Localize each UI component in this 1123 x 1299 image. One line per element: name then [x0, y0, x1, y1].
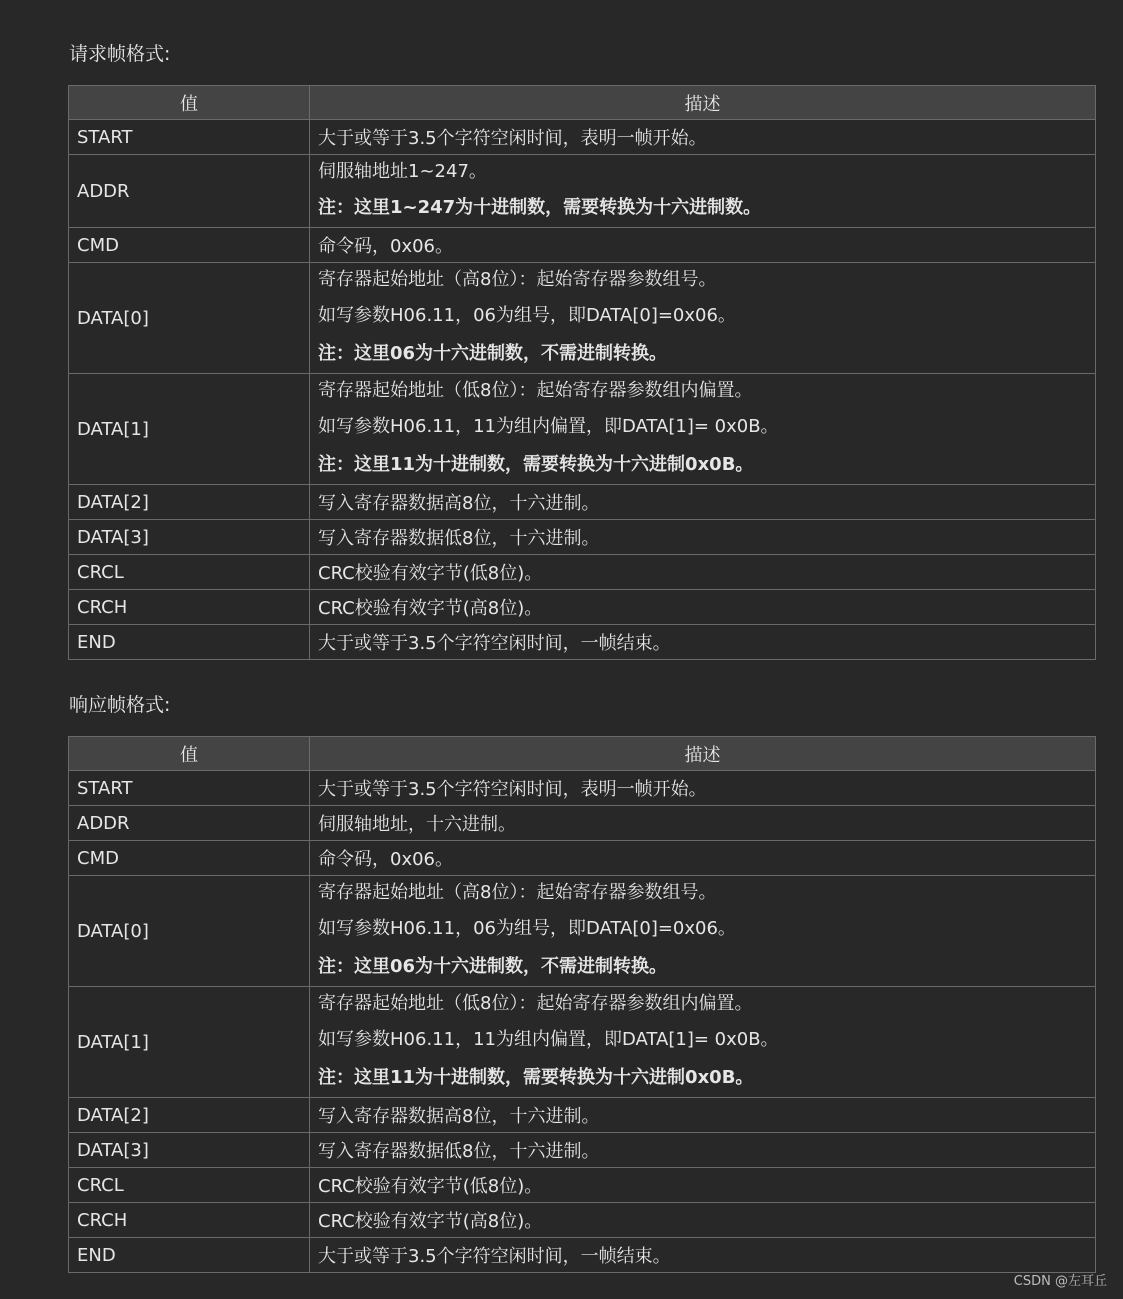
description-line: 如写参数H06.11，11为组内偏置，即DATA[1]= 0x0B。 [318, 1029, 779, 1050]
field-name-cell: CRCL [69, 1168, 310, 1203]
response-frame-table [68, 736, 1096, 1273]
field-description-cell [310, 374, 1096, 485]
field-description-cell [310, 155, 1096, 228]
field-name-cell: CMD [69, 228, 310, 263]
field-description-cell [310, 987, 1096, 1098]
column-header-description: 描述 [310, 86, 1096, 120]
field-description-cell [310, 263, 1096, 374]
table-row [69, 590, 1096, 625]
watermark: CSDN @左耳丘 [1013, 1274, 1107, 1289]
table-row [69, 771, 1096, 806]
field-description-cell: 写入寄存器数据低8位，十六进制。 [310, 1133, 1096, 1168]
description-line: 寄存器起始地址（高8位）：起始寄存器参数组号。 [318, 882, 717, 903]
field-name-cell: CRCH [69, 1203, 310, 1238]
table-row [69, 876, 1096, 987]
field-name-cell: ADDR [69, 155, 310, 228]
field-description-cell: 大于或等于3.5个字符空闲时间，一帧结束。 [310, 625, 1096, 660]
table-row [69, 1203, 1096, 1238]
field-name-cell: CMD [69, 841, 310, 876]
table-row [69, 120, 1096, 155]
table-row [69, 485, 1096, 520]
description-line: 寄存器起始地址（低8位）：起始寄存器参数组内偏置。 [318, 993, 753, 1014]
field-name-cell: DATA[3] [69, 520, 310, 555]
field-name-cell: START [69, 771, 310, 806]
column-header-description: 描述 [310, 737, 1096, 771]
description-line: 如写参数H06.11，06为组号，即DATA[0]=0x06。 [318, 305, 736, 326]
description-line: 寄存器起始地址（高8位）：起始寄存器参数组号。 [318, 269, 717, 290]
field-description-cell: 大于或等于3.5个字符空闲时间，表明一帧开始。 [310, 120, 1096, 155]
field-name-cell: DATA[2] [69, 1098, 310, 1133]
description-note-line: 注：这里11为十进制数，需要转换为十六进制0x0B。 [318, 1067, 754, 1088]
table-row [69, 806, 1096, 841]
column-header-value: 值 [69, 86, 310, 120]
field-name-cell: START [69, 120, 310, 155]
field-description-cell: 写入寄存器数据低8位，十六进制。 [310, 520, 1096, 555]
field-description-cell: 命令码，0x06。 [310, 228, 1096, 263]
field-name-cell: DATA[1] [69, 987, 310, 1098]
table-row [69, 1238, 1096, 1273]
table-row [69, 841, 1096, 876]
description-note-line: 注：这里06为十六进制数，不需进制转换。 [318, 956, 668, 977]
table-row [69, 1133, 1096, 1168]
description-line: 如写参数H06.11，06为组号，即DATA[0]=0x06。 [318, 918, 736, 939]
field-name-cell: CRCL [69, 555, 310, 590]
table-row [69, 374, 1096, 485]
field-description-cell: CRC校验有效字节(高8位)。 [310, 590, 1096, 625]
column-header-value: 值 [69, 737, 310, 771]
field-description-cell: 伺服轴地址，十六进制。 [310, 806, 1096, 841]
request-frame-table [68, 85, 1096, 660]
field-description-cell [310, 876, 1096, 987]
field-name-cell: DATA[0] [69, 263, 310, 374]
description-line: 寄存器起始地址（低8位）：起始寄存器参数组内偏置。 [318, 380, 753, 401]
field-description-cell: CRC校验有效字节(低8位)。 [310, 555, 1096, 590]
field-description-cell: 大于或等于3.5个字符空闲时间，一帧结束。 [310, 1238, 1096, 1273]
field-name-cell: CRCH [69, 590, 310, 625]
description-note-line: 注：这里11为十进制数，需要转换为十六进制0x0B。 [318, 454, 754, 475]
table-row [69, 263, 1096, 374]
field-name-cell: ADDR [69, 806, 310, 841]
field-description-cell: 写入寄存器数据高8位，十六进制。 [310, 485, 1096, 520]
response-frame-title: 响应帧格式: [69, 694, 171, 716]
description-line: 如写参数H06.11，11为组内偏置，即DATA[1]= 0x0B。 [318, 416, 779, 437]
field-name-cell: END [69, 1238, 310, 1273]
description-note-line: 注：这里06为十六进制数，不需进制转换。 [318, 343, 668, 364]
description-line: 伺服轴地址1~247。 [318, 161, 487, 182]
field-description-cell: CRC校验有效字节(低8位)。 [310, 1168, 1096, 1203]
field-description-cell: CRC校验有效字节(高8位)。 [310, 1203, 1096, 1238]
field-name-cell: DATA[3] [69, 1133, 310, 1168]
table-row [69, 228, 1096, 263]
table-row [69, 155, 1096, 228]
field-description-cell: 写入寄存器数据高8位，十六进制。 [310, 1098, 1096, 1133]
table-row [69, 625, 1096, 660]
field-name-cell: DATA[2] [69, 485, 310, 520]
field-name-cell: DATA[1] [69, 374, 310, 485]
field-description-cell: 大于或等于3.5个字符空闲时间，表明一帧开始。 [310, 771, 1096, 806]
field-description-cell: 命令码，0x06。 [310, 841, 1096, 876]
table-row [69, 1098, 1096, 1133]
table-header-row [69, 86, 1096, 120]
field-name-cell: DATA[0] [69, 876, 310, 987]
request-frame-title: 请求帧格式: [69, 43, 171, 65]
table-row [69, 987, 1096, 1098]
table-row [69, 520, 1096, 555]
field-name-cell: END [69, 625, 310, 660]
table-row [69, 555, 1096, 590]
description-note-line: 注：这里1~247为十进制数，需要转换为十六进制数。 [318, 197, 762, 218]
table-header-row [69, 737, 1096, 771]
table-row [69, 1168, 1096, 1203]
